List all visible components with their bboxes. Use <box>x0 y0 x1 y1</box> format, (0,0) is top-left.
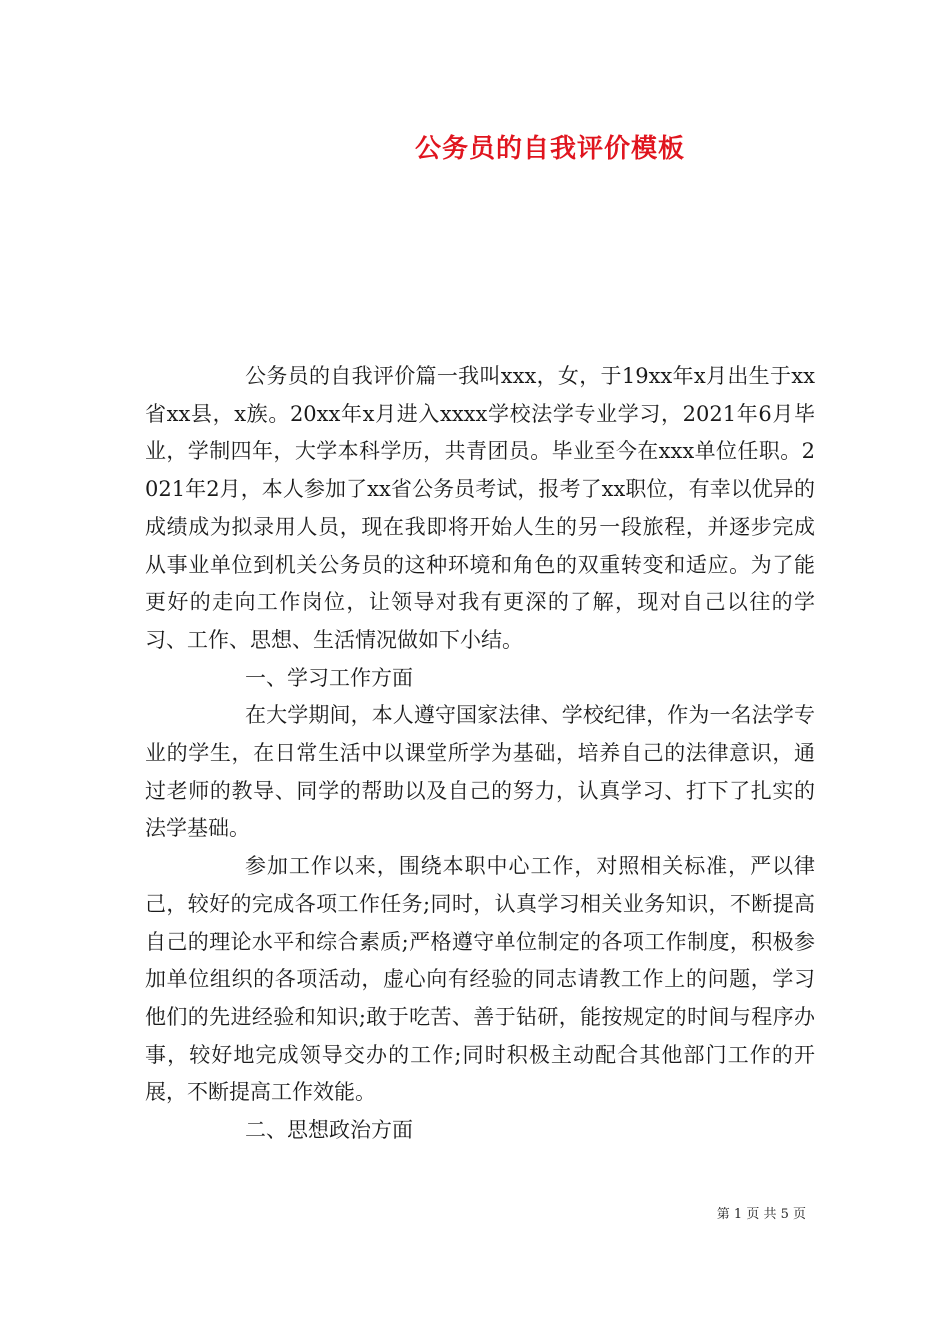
paragraph-intro: 公务员的自我评价篇一我叫xxx，女，于19xx年x月出生于xx省xx县，x族。20xx年x月进入xxxx学校法学专业学习，2021年6月毕业，学制四年，大学本科学历，共青团员。毕业至今在xxx单位任职。2021年2月，本人参加了xx省公务员考试，报考了xx职位，有幸以优异的成绩成为拟录用人员，现在我即将开始人生的另一段旅程，并逐步完成从事业单位到机关公务员的这种环境和角色的双重转变和适应。为了能更好的走向工作岗位，让领导对我有更深的了解，现对自己以往的学习、工作、思想、生活情况做如下小结。 <box>145 364 815 652</box>
paragraph-university: 在大学期间，本人遵守国家法律、学校纪律，作为一名法学专业的学生，在日常生活中以课堂所学为基础，培养自己的法律意识，通过老师的教导、同学的帮助以及自己的努力，认真学习、打下了扎实的法学基础。 <box>145 703 815 841</box>
page-number-footer: 第 1 页 共 5 页 <box>716 1207 806 1222</box>
paragraph-work: 参加工作以来，围绕本职中心工作，对照相关标准，严以律己，较好的完成各项工作任务;同时，认真学习相关业务知识，不断提高自己的理论水平和综合素质;严格遵守单位制定的各项工作制度，积极参加单位组织的各项活动，虚心向有经验的同志请教工作上的问题，学习他们的先进经验和知识;敢于吃苦、善于钻研，能按规定的时间与程序办事，较好地完成领导交办的工作;同时积极主动配合其他部门工作的开展，不断提高工作效能。 <box>145 854 815 1105</box>
section-heading-politics: 二、思想政治方面 <box>245 1118 413 1143</box>
page-title: 公务员的自我评价模板 <box>414 134 685 164</box>
section-heading-study-work: 一、学习工作方面 <box>245 665 413 690</box>
document-body <box>145 358 815 1150</box>
